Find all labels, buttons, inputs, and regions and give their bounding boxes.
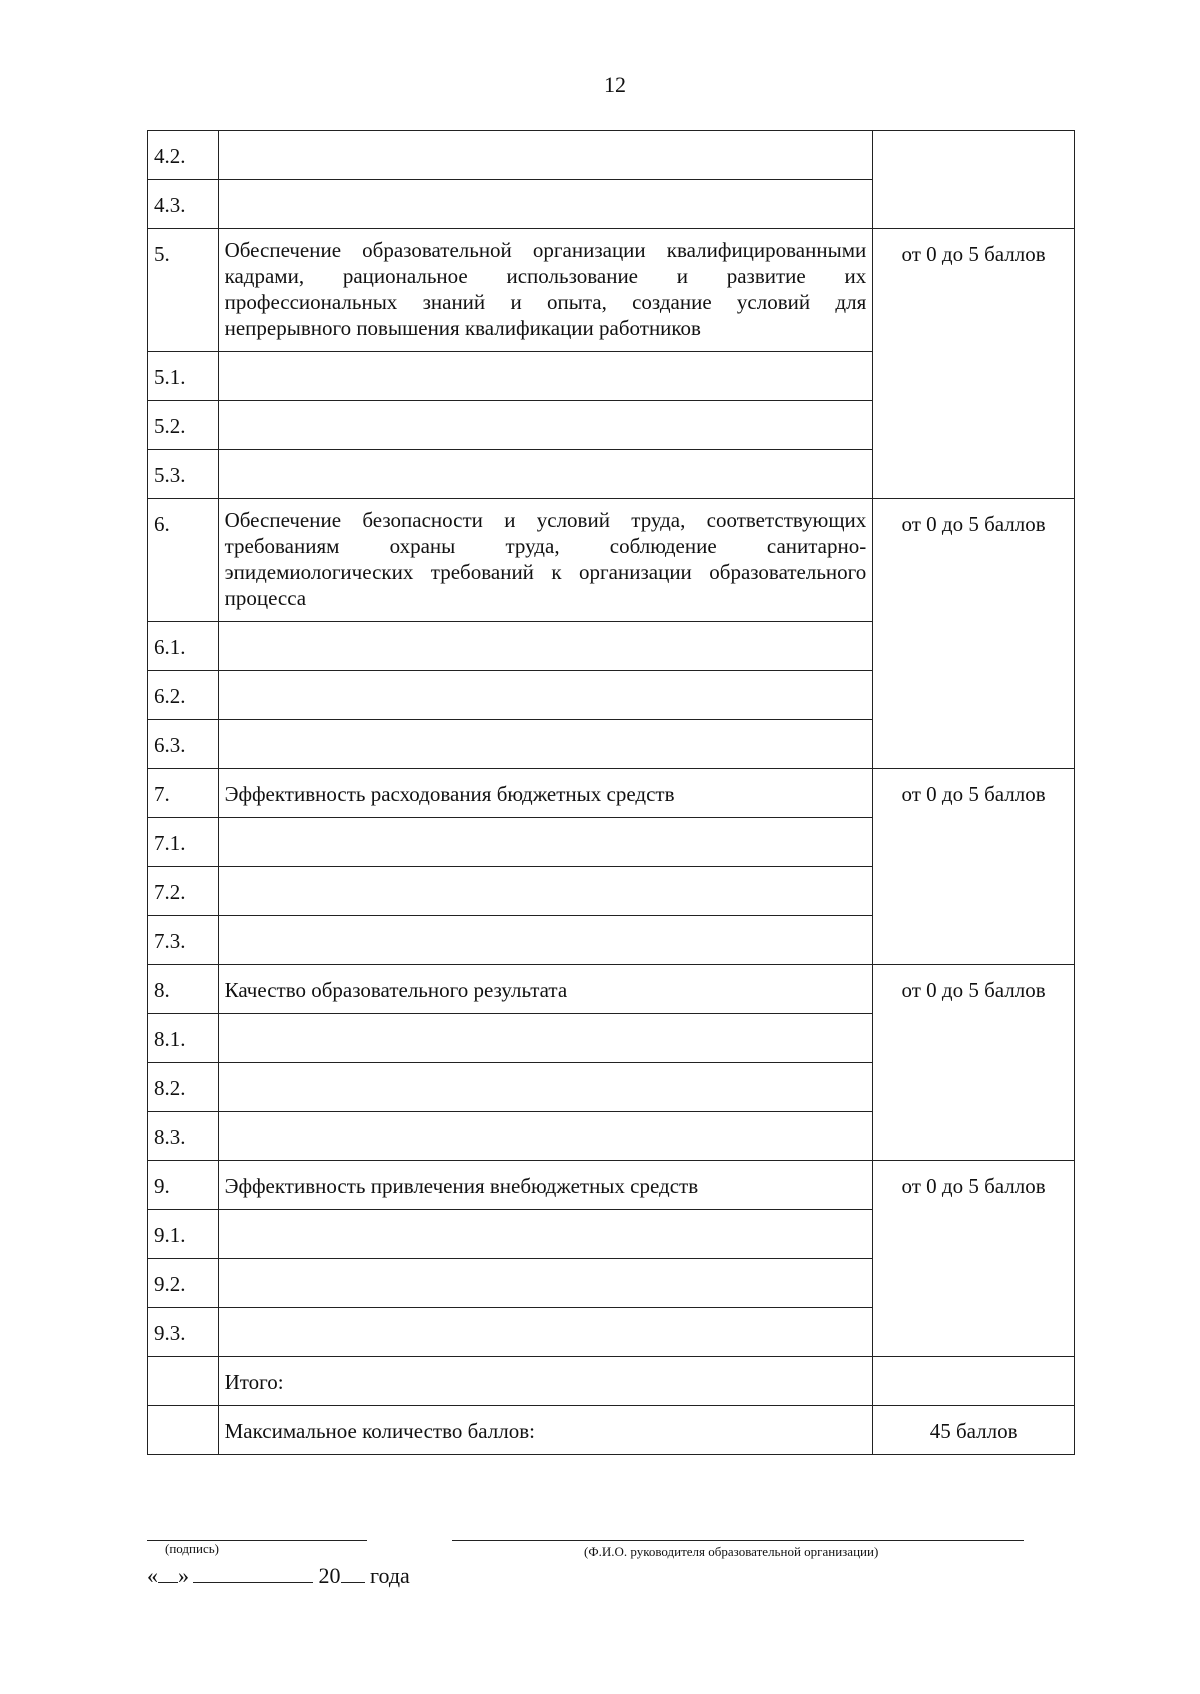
row-number: 7.3. (148, 916, 219, 965)
row-number: 9.2. (148, 1259, 219, 1308)
row-description (218, 867, 873, 916)
row-number: 8. (148, 965, 219, 1014)
row-number: 4.2. (148, 131, 219, 180)
row-description (218, 622, 873, 671)
row-number (148, 1357, 219, 1406)
table-row (148, 229, 1075, 352)
row-description (218, 720, 873, 769)
row-description: Качество образовательного результата (218, 965, 873, 1014)
row-description: Обеспечение образовательной организации квалифицированными кадрами, рациональное использование и развитие их профессиональных знаний и опыта, создание условий для непрерывного повышения квалификации работников (218, 229, 873, 352)
fio-caption: (Ф.И.О. руководителя образовательной организации) (584, 1544, 879, 1559)
date-close-quote: » (178, 1563, 189, 1588)
total-row (148, 1357, 1075, 1406)
table-row (148, 965, 1075, 1014)
row-number: 5.3. (148, 450, 219, 499)
row-description (218, 180, 873, 229)
row-number: 8.2. (148, 1063, 219, 1112)
row-number: 9. (148, 1161, 219, 1210)
row-number: 5.2. (148, 401, 219, 450)
max-label: Максимальное количество баллов: (218, 1406, 873, 1455)
row-description (218, 916, 873, 965)
row-score (873, 131, 1075, 229)
row-description: Эффективность привлечения внебюджетных средств (218, 1161, 873, 1210)
year-blank (341, 1562, 365, 1583)
row-description: Обеспечение безопасности и условий труда, соответствующих требованиям охраны труда, соблюдение санитарно-эпидемиологических требований к организации образовательного процесса (218, 499, 873, 622)
year-prefix: 20 (318, 1563, 341, 1588)
max-score: 45 баллов (873, 1406, 1075, 1455)
row-number: 4.3. (148, 180, 219, 229)
total-label: Итого: (218, 1357, 873, 1406)
table-row (148, 1161, 1075, 1210)
row-number: 6.2. (148, 671, 219, 720)
row-score: от 0 до 5 баллов (873, 769, 1075, 965)
total-score (873, 1357, 1075, 1406)
row-description (218, 1014, 873, 1063)
criteria-table (147, 130, 1075, 1455)
row-description (218, 450, 873, 499)
table-row (148, 769, 1075, 818)
row-description (218, 1112, 873, 1161)
row-description (218, 352, 873, 401)
row-number: 9.3. (148, 1308, 219, 1357)
row-description (218, 131, 873, 180)
row-number: 8.3. (148, 1112, 219, 1161)
signature-caption: (подпись) (165, 1541, 219, 1556)
row-number (148, 1406, 219, 1455)
row-description: Эффективность расходования бюджетных средств (218, 769, 873, 818)
row-number: 6. (148, 499, 219, 622)
row-description (218, 401, 873, 450)
row-description (218, 1259, 873, 1308)
row-score: от 0 до 5 баллов (873, 499, 1075, 769)
fio-line (452, 1540, 1024, 1541)
row-number: 7.1. (148, 818, 219, 867)
year-suffix: года (370, 1563, 410, 1588)
row-number: 5. (148, 229, 219, 352)
row-number: 8.1. (148, 1014, 219, 1063)
row-score: от 0 до 5 баллов (873, 229, 1075, 499)
row-number: 6.3. (148, 720, 219, 769)
month-blank (193, 1562, 313, 1583)
row-description (218, 1210, 873, 1259)
row-number: 6.1. (148, 622, 219, 671)
max-row (148, 1406, 1075, 1455)
row-number: 9.1. (148, 1210, 219, 1259)
date-field (147, 1562, 410, 1589)
row-description (218, 1063, 873, 1112)
table-row (148, 499, 1075, 622)
row-score: от 0 до 5 баллов (873, 1161, 1075, 1357)
page-number: 12 (604, 72, 626, 97)
row-description (218, 818, 873, 867)
row-number: 5.1. (148, 352, 219, 401)
date-open-quote: « (147, 1563, 158, 1588)
row-description (218, 1308, 873, 1357)
table-row (148, 131, 1075, 180)
row-number: 7.2. (148, 867, 219, 916)
row-score: от 0 до 5 баллов (873, 965, 1075, 1161)
row-number: 7. (148, 769, 219, 818)
row-description (218, 671, 873, 720)
day-blank (158, 1562, 178, 1583)
